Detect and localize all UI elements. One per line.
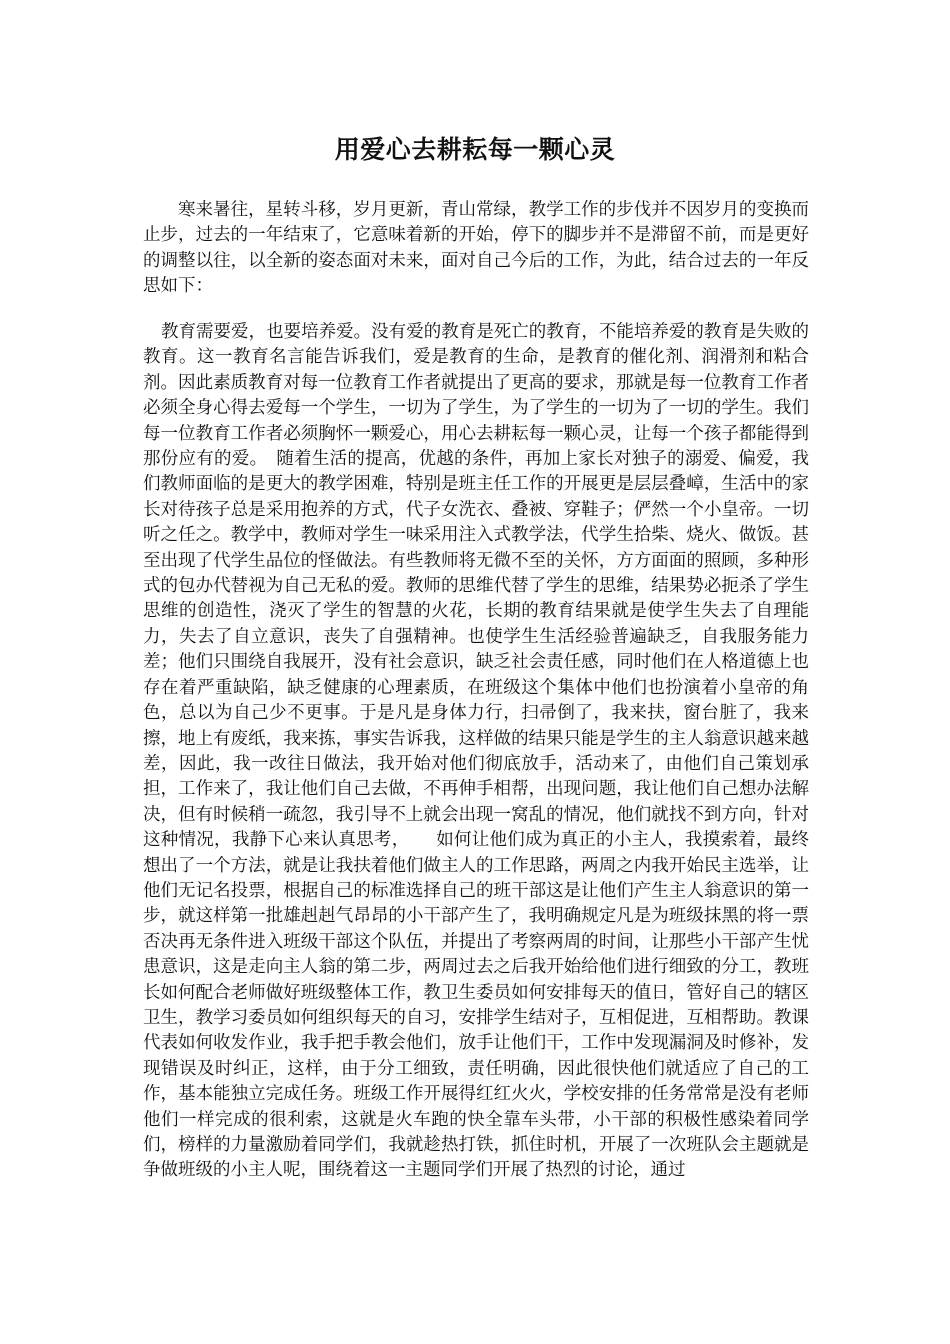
- document-title: 用爱心去耕耘每一颗心灵: [334, 135, 616, 164]
- body-paragraph: 教育需要爱，也要培养爱。没有爱的教育是死亡的教育，不能培养爱的教育是失败的教育。这一教育名言能告诉我们，爱是教育的生命，是教育的催化剂、润滑剂和粘合剂。因此素质教育对每一位教育工作者就提出了更高的要求，那就是每一位教育工作者必须全身心得去爱每一个学生，一切为了学生，为了学生的一切为了一切的学生。我们每一位教育工作者必须胸怀一颗爱心，用心去耕耘每一颗心灵，让每一个孩子都能得到那份应有的爱。 随着生活的提高，优越的条件，再加上家长对独子的溺爱、偏爱，我们教师面临的是更大的教学困难，特别是班主任工作的开展更是层层叠嶂，生活中的家长对待孩子总是采用抱养的方式，代子女洗衣、叠被、穿鞋子；俨然一个小皇帝。一切听之任之。教学中，教师对学生一味采用注入式教学法，代学生拾柴、烧火、做饭。甚至出现了代学生品位的怪做法。有些教师将无微不至的关怀，方方面面的照顾，多种形式的包办代替视为自己无私的爱。教师的思维代替了学生的思维，结果势必扼杀了学生思维的创造性，浇灭了学生的智慧的火花，长期的教育结果就是使学生失去了自理能力，失去了自立意识，丧失了自强精神。也使学生生活经验普遍缺乏，自我服务能力差；他们只围绕自我展开，没有社会意识，缺乏社会责任感，同时他们在人格道德上也存在着严重缺陷，缺乏健康的心理素质，在班级这个集体中他们也扮演着小皇帝的角色，总以为自己少不更事。于是凡是身体力行，扫帚倒了，我来扶，窗台脏了，我来擦，地上有废纸，我来拣，事实告诉我，这样做的结果只能是学生的主人翁意识越来越差，因此，我一改往日做法，我开始对他们彻底放手，活动来了，由他们自己策划承担，工作来了，我让他们自己去做，不再伸手相帮，出现问题，我让他们自己想办法解决，但有时候稍一疏忽，我引导不上就会出现一窝乱的情况，他们就找不到方向，针对这种情况，我静下心来认真思考， 如何让他们成为真正的小主人，我摸索着，最终想出了一个方法，就是让我扶着他们做主人的工作思路，两周之内我开始民主选举，让他们无记名投票，根据自己的标准选择自己的班干部这是让他们产生主人翁意识的第一步，就这样第一批雄赳赳气昂昂的小干部产生了，我明确规定凡是为班级抹黑的将一票否决再无条件进入班级干部这个队伍，并提出了考察两周的时间，让那些小干部产生忧患意识，这是走向主人翁的第二步，两周过去之后我开始给他们进行细致的分工，教班长如何配合老师做好班级整体工作，教卫生委员如何安排每天的值日，管好自己的辖区卫生，教学习委员如何组织每天的自习，安排学生结对子，互相促进，互相帮助。教课代表如何收发作业，我手把手教会他们，放手让他们干，工作中发现漏洞及时修补，发现错误及时纠正，这样，由于分工细致，责任明确，因此很快他们就适应了自己的工作，基本能独立完成任务。班级工作开展得红红火火，学校安排的任务常常是没有老师他们一样完成的很利索，这就是火车跑的快全靠车头带，小干部的积极性感染着同学们，榜样的力量激励着同学们，我就趁热打铁，抓住时机，开展了一次班队会主题就是争做班级的小主人呢，围绕着这一主题同学们开展了热烈的讨论，通过: [143, 322, 809, 1181]
- intro-paragraph: 寒来暑往，星转斗移，岁月更新，青山常绿，教学工作的步伐并不因岁月的变换而止步，过去的一年结束了，它意味着新的开始，停下的脚步并不是滞留不前，而是更好的调整以往，以全新的姿态面对未来，面对自己今后的工作，为此，结合过去的一年反思如下：: [143, 200, 809, 297]
